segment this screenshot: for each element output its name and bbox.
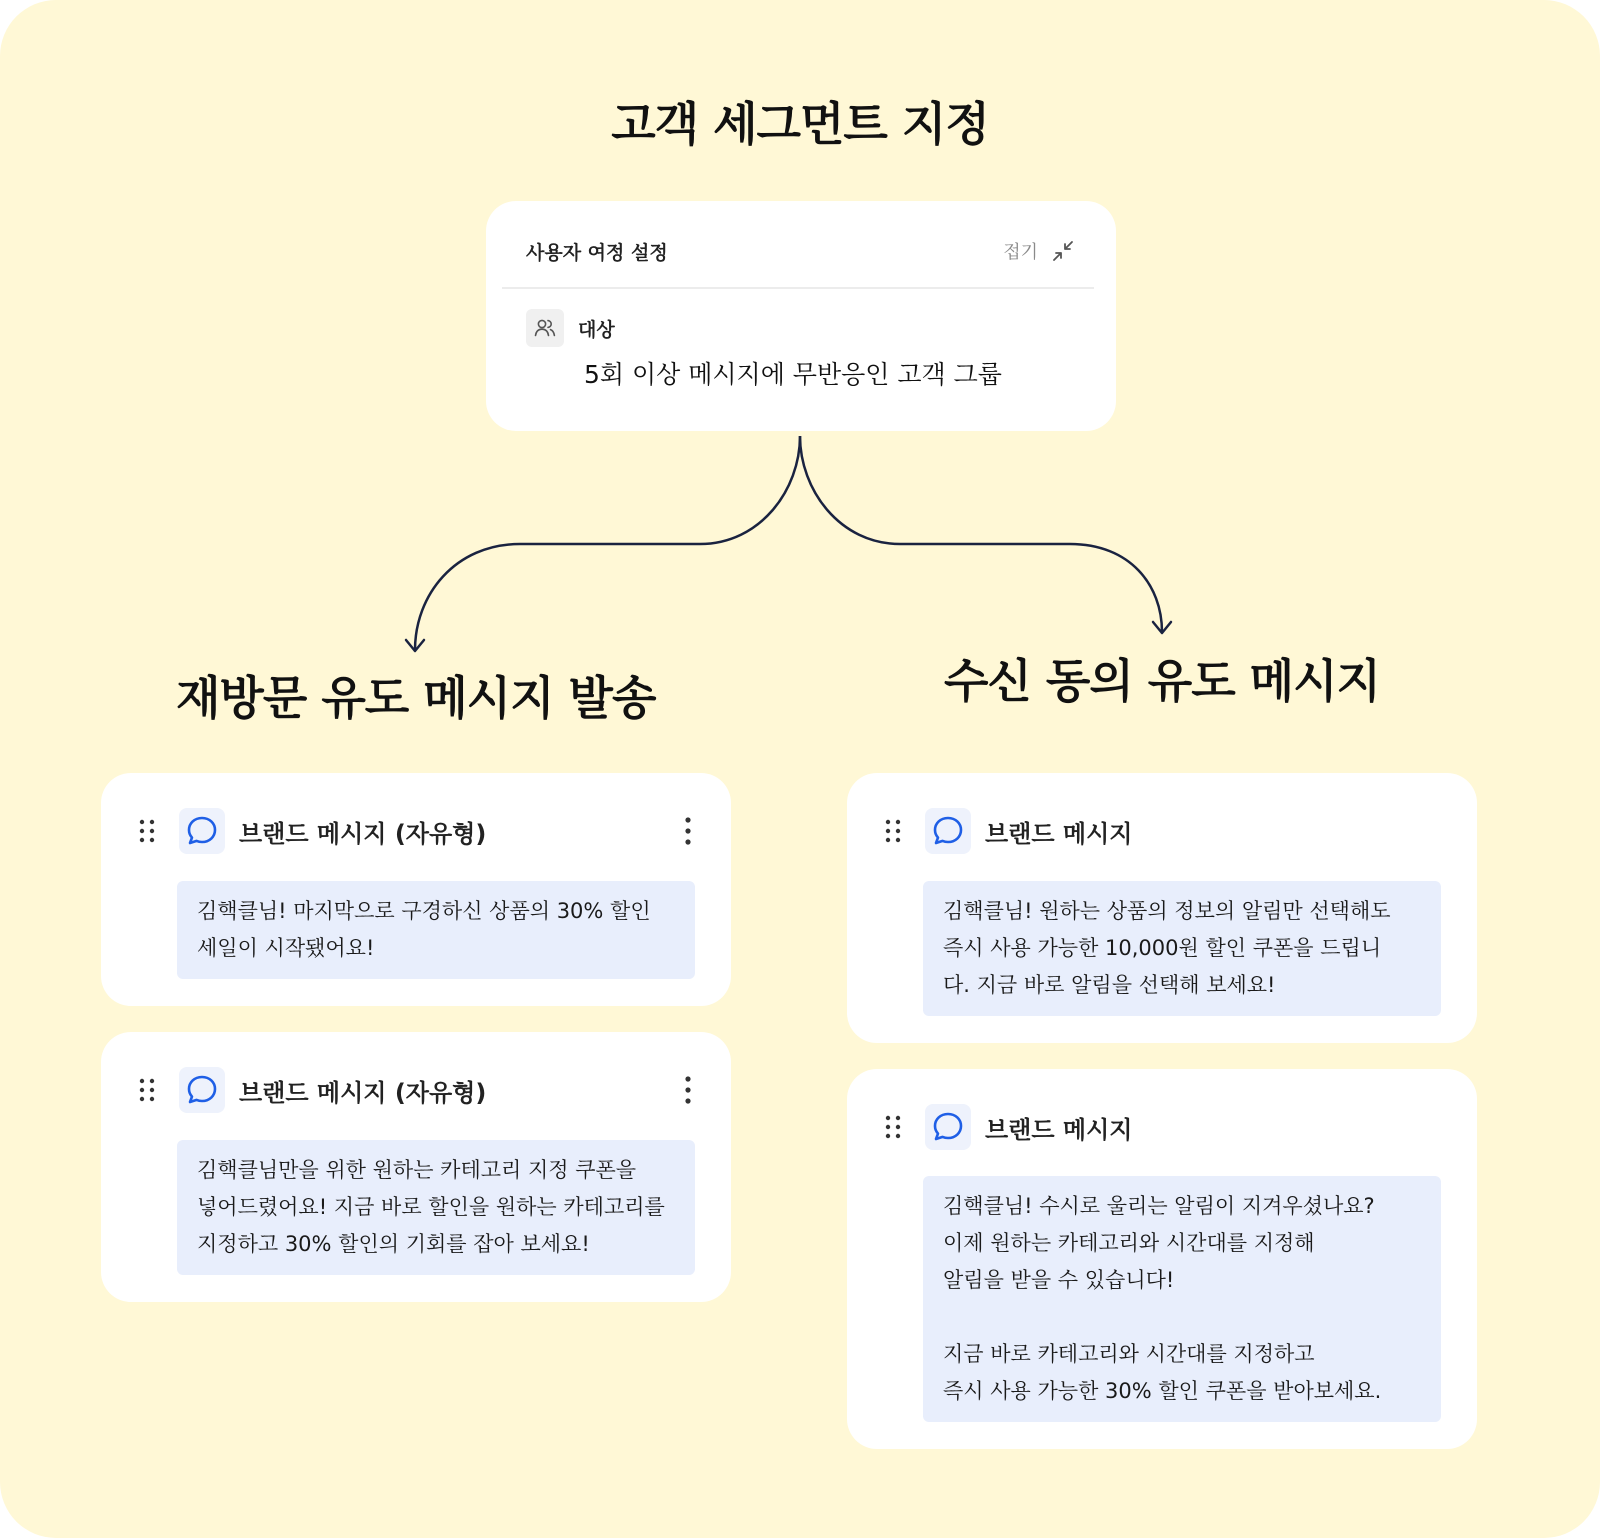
collapse-label: 접기 (1003, 242, 1038, 263)
message-text: 김핵클님만을 위한 원하는 카테고리 지정 쿠폰을 넣어드렸어요! 지금 바로 할인을 원하는 카테고리를 지정하고 30% 할인의 기회를 잡아 보세요! (197, 1158, 665, 1256)
right-section-title: 수신 동의 유도 메시지 (944, 654, 1380, 708)
journey-title: 사용자 여정 설정 (526, 241, 668, 264)
card-header (137, 1066, 695, 1114)
drag-handle-icon[interactable] (883, 818, 905, 844)
chat-bubble-icon (925, 1104, 971, 1150)
message-bubble (923, 881, 1441, 1016)
message-text: 김핵클님! 원하는 상품의 정보의 알림만 선택해도 즉시 사용 가능한 10,000원 할인 쿠폰을 드립니 다. 지금 바로 알림을 선택해 보세요! (943, 899, 1391, 997)
message-bubble (177, 881, 695, 979)
message-card[interactable] (101, 773, 731, 1006)
message-card[interactable] (847, 1069, 1477, 1449)
card-header (883, 807, 1441, 855)
target-value: 5회 이상 메시지에 무반응인 고객 그룹 (584, 360, 1002, 389)
branch-connector (0, 0, 1600, 700)
drag-handle-icon[interactable] (137, 818, 159, 844)
drag-handle-icon[interactable] (137, 1077, 159, 1103)
message-card[interactable] (101, 1032, 731, 1302)
chat-bubble-icon (179, 1067, 225, 1113)
card-title: 브랜드 메시지 (985, 1115, 1133, 1144)
branch-right-curve (800, 436, 1162, 632)
message-bubble (177, 1140, 695, 1275)
page-title: 고객 세그먼트 지정 (611, 97, 989, 151)
message-card[interactable] (847, 773, 1477, 1043)
card-header (137, 807, 695, 855)
message-bubble (923, 1176, 1441, 1422)
card-title: 브랜드 메시지 (자유형) (239, 1078, 487, 1107)
message-text: 김핵클님! 마지막으로 구경하신 상품의 30% 할인 세일이 시작됐어요! (197, 899, 651, 960)
chat-bubble-icon (179, 808, 225, 854)
more-vertical-icon[interactable] (681, 816, 695, 846)
left-section-title: 재방문 유도 메시지 발송 (176, 671, 656, 725)
drag-handle-icon[interactable] (883, 1114, 905, 1140)
more-vertical-icon[interactable] (681, 1075, 695, 1105)
message-text: 김핵클님! 수시로 울리는 알림이 지겨우셨나요? 이제 원하는 카테고리와 시간대를 지정해 알림을 받을 수 있습니다! 지금 바로 카테고리와 시간대를 지정하고 즉시 사용 가능한 30% 할인 쿠폰을 받아보세요. (943, 1194, 1382, 1403)
card-header (883, 1103, 1441, 1151)
target-label: 대상 (578, 318, 615, 341)
card-title: 브랜드 메시지 (자유형) (239, 819, 487, 848)
branch-left-curve (415, 436, 800, 650)
chat-bubble-icon (925, 808, 971, 854)
card-title: 브랜드 메시지 (985, 819, 1133, 848)
